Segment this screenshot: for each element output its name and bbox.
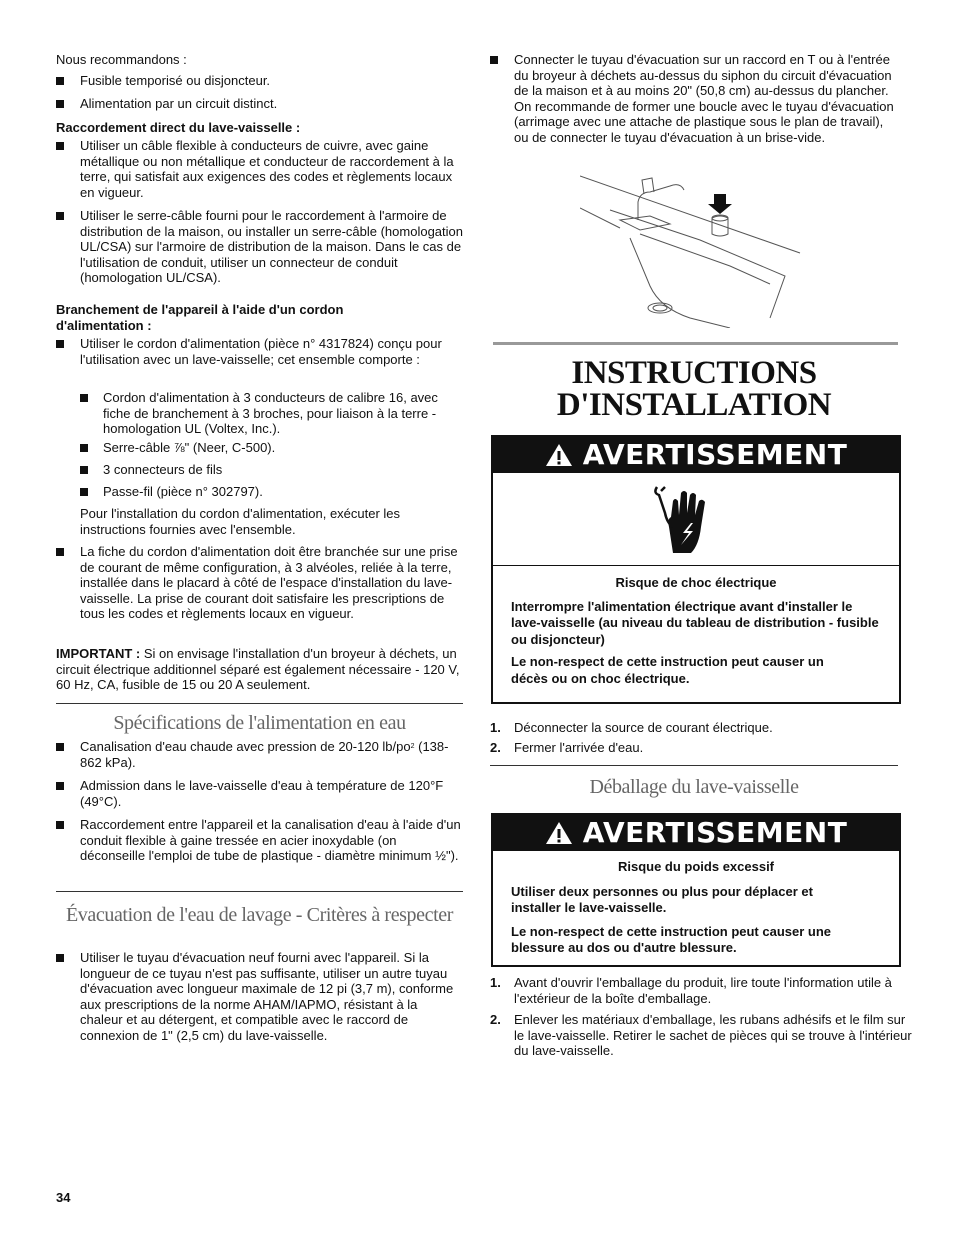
- sink-illustration: [580, 168, 810, 328]
- sub-list-item: Cordon d'alimentation à 3 conducteurs de calibre 16, avec fiche de branchement à 3 broches, pour liaison à la terre - homologation UL (Voltex, Inc.).: [56, 390, 463, 437]
- list-item: La fiche du cordon d'alimentation doit être branchée sur une prise de courant de même configuration, à 3 alvéoles, reliée à la terre, installée dans le placard à côté de l'espace d'installation du lave-vaisselle. La prise de courant doit satisfaire les prescriptions de tous les codes et règlements locaux en vigueur.: [56, 544, 463, 622]
- divider: [56, 891, 463, 892]
- list-item: Utiliser le serre-câble fourni pour le raccordement à l'armoire de distribution de la maison, ou installer un serre-câble (homologation UL/CSA) sur l'armoire de distribution de la maison. Dans le cas de l'utilisation de conduit, utiliser un connecteur de conduit (homologation UL/CSA).: [56, 208, 463, 286]
- cord-note: Pour l'installation du cordon d'alimentation, exécuter les instructions fournies avec l'ensemble.: [80, 506, 401, 537]
- warning-icon-panel: [493, 473, 899, 566]
- warning-instruction: Utiliser deux personnes ou plus pour déplacer et installer le lave-vaisselle.: [511, 883, 813, 915]
- direct-heading: Raccordement direct du lave-vaisselle :: [56, 120, 301, 135]
- list-item: Alimentation par un circuit distinct.: [56, 96, 463, 112]
- step: 2. Enlever les matériaux d'emballage, les rubans adhésifs et le film sur le lave-vaisselle. Retirer le sachet de pièces qui se trouve à l'intérieur du lave-vaisselle.: [490, 1012, 912, 1059]
- page-title: INSTRUCTIONS D'INSTALLATION: [556, 355, 832, 423]
- warning-triangle-icon: [545, 443, 573, 467]
- divider: [56, 703, 463, 704]
- list-item: Connecter le tuyau d'évacuation sur un raccord en T ou à l'entrée du broyeur à déchets au-dessus du siphon du circuit d'évacuation de la maison et à au moins 20" (50,8 cm) au-dessus du plancher. On recommande de former une boucle avec le tuyau d'évacuation (arrimage avec une attache de plastique sous le plan de travail), ou de connecter le tuyau d'évacuation à un brise-vide.: [490, 52, 898, 146]
- sub-list-item: 3 connecteurs de fils: [56, 462, 463, 478]
- list-item: Utiliser le tuyau d'évacuation neuf fourni avec l'appareil. Si la longueur de ce tuyau n'est pas suffisante, utiliser un autre tuyau d'évacuation avec longueur maximale de 12 pi (3,7 m), conforme aux prescriptions de la norme AHAM/IAPMO, résistant à la chaleur et au détergent, et compatible avec le raccord de connexion de 1" (2,5 cm) du lave-vaisselle.: [56, 950, 463, 1044]
- list-item: Utiliser le cordon d'alimentation (pièce n° 4317824) conçu pour l'utilisation avec un lave-vaisselle; cet ensemble comporte :: [56, 336, 463, 367]
- list-item: Raccordement entre l'appareil et la canalisation d'eau à l'aide d'un conduit flexible à gaine tressée en acier inoxydable (on déconseille l'emploi de tube de plastique - diamètre minimum ½").: [56, 817, 463, 864]
- step: 2. Fermer l'arrivée d'eau.: [490, 740, 644, 755]
- arrow-down-icon: [708, 194, 732, 214]
- important-note: IMPORTANT : Si on envisage l'installation d'un broyeur à déchets, un circuit électrique additionnel séparé est également nécessaire - 120 V, 60 Hz, CA, fusible de 15 ou 20 A seulement.: [56, 646, 460, 693]
- page-number: 34: [56, 1190, 71, 1205]
- drain-heading: Évacuation de l'eau de lavage - Critères à respecter: [65, 904, 454, 926]
- divider: [493, 342, 898, 345]
- step: 1. Déconnecter la source de courant électrique.: [490, 720, 773, 735]
- warning-box-weight: [491, 813, 901, 967]
- divider: [490, 765, 898, 766]
- unpack-heading: Déballage du lave-vaisselle: [589, 776, 799, 798]
- warning-triangle-icon: [545, 821, 573, 845]
- warning-header: AVERTISSEMENT: [493, 815, 899, 851]
- cord-heading: Branchement de l'appareil à l'aide d'un cordon d'alimentation :: [56, 302, 344, 333]
- electric-shock-hand-icon: [651, 483, 715, 557]
- intro-text: Nous recommandons :: [56, 52, 187, 67]
- warning-risk: Risque du poids excessif: [617, 859, 775, 874]
- warning-consequence: Le non-respect de cette instruction peut causer un décès ou on choc électrique.: [511, 654, 824, 686]
- list-item: Utiliser un câble flexible à conducteurs de cuivre, avec gaine métallique ou non métallique et conducteur de raccordement à la terre, qui satisfait aux exigences des codes et règlements locaux en vigueur.: [56, 138, 463, 200]
- warning-header: AVERTISSEMENT: [493, 437, 899, 473]
- warning-box-electric: [491, 435, 901, 704]
- sub-list-item: Passe-fil (pièce n° 302797).: [56, 484, 463, 500]
- warning-instruction: Interrompre l'alimentation électrique avant d'installer le lave-vaisselle (au niveau du tableau de distribution - fusible ou disjoncteur): [511, 598, 879, 647]
- list-item: Fusible temporisé ou disjoncteur.: [56, 73, 463, 89]
- sub-list-item: Serre-câble ⅞" (Neer, C-500).: [56, 440, 463, 456]
- list-item: Canalisation d'eau chaude avec pression de 20-120 $lb/po^2$ (138-862 kPa).: [56, 739, 463, 770]
- list-item: Admission dans le lave-vaisselle d'eau à température de 120°F (49°C).: [56, 778, 463, 809]
- warning-consequence: Le non-respect de cette instruction peut causer une blessure au dos ou d'autre blessure.: [511, 923, 832, 955]
- water-heading: Spécifications de l'alimentation en eau: [113, 712, 406, 734]
- step: 1. Avant d'ouvrir l'emballage du produit, lire toute l'information utile à l'extérieur de la boîte d'emballage.: [490, 975, 892, 1006]
- warning-risk: Risque de choc électrique: [615, 575, 777, 590]
